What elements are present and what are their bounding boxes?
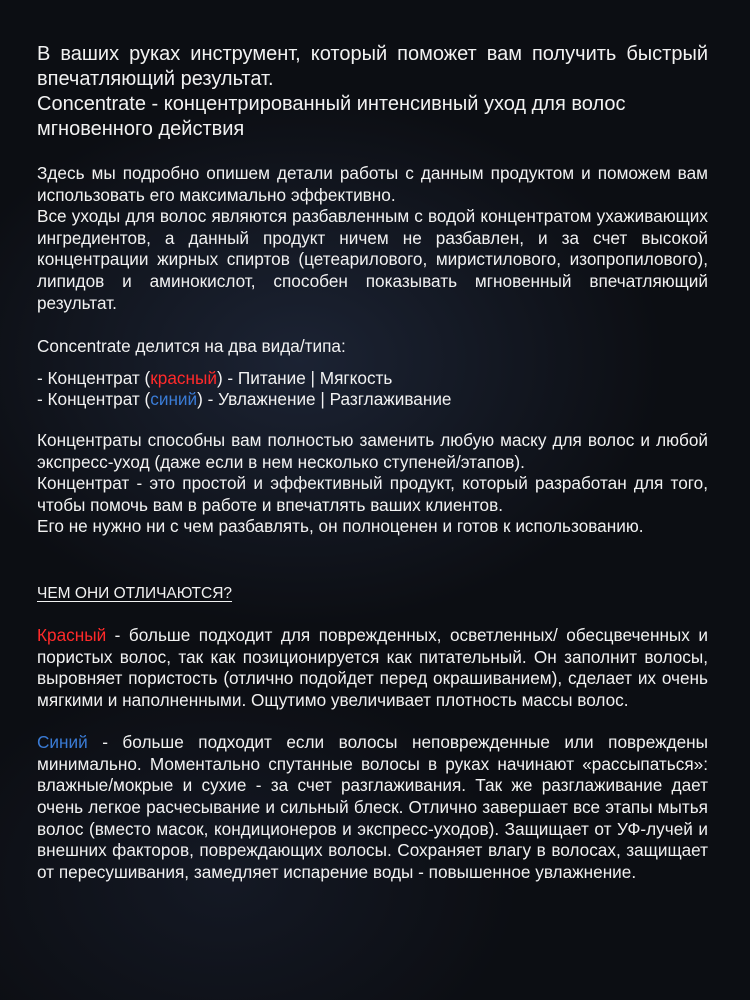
details-section <box>37 163 708 314</box>
type-item-blue: - Концентрат (синий) - Увлажнение | Разглаживание <box>37 389 452 410</box>
concentrates-paragraph-1: Концентраты способны вам полностью заменить любую маску для волос и любой экспресс-уход (даже если в нем несколько ступеней/этапов). <box>37 429 708 472</box>
red-text: - больше подходит для поврежденных, осветленных/ обесцвеченных и пористых волос, так как позиционируется как питательный. Он заполнит волосы, выровняет пористость (отлично подойдет перед окрашиванием), сделает их очень мягкими и наполненными. Ощутимо увеличивает плотность массы волос. <box>37 624 708 710</box>
blue-label: Синий <box>37 732 88 753</box>
intro-line-2: Concentrate - концентрированный интенсивный уход для волос мгновенного действия <box>37 93 626 140</box>
differences-heading: ЧЕМ ОНИ ОТЛИЧАЮТСЯ? <box>37 584 233 602</box>
blue-description-section <box>37 732 708 883</box>
intro-line-1: В ваших руках инструмент, который поможет вам получить быстрый впечатляющий результат. <box>37 43 708 90</box>
blue-description <box>37 732 708 883</box>
details-paragraph-2: Все уходы для волос являются разбавленным с водой концентратом ухаживающих ингредиентов, а данный продукт ничем не разбавлен, и за счет высокой концентрации жирных спиртов (цетеарилового, миристилового, изопропилового), липидов и аминокислот, способен показывать мгновенный впечатляющий результат. <box>37 206 708 313</box>
red-description <box>37 625 708 711</box>
concentrates-section <box>37 430 708 538</box>
types-section <box>37 336 708 411</box>
red-label: Красный <box>37 624 107 645</box>
intro-section <box>37 42 708 142</box>
blue-text: - больше подходит если волосы неповрежденные или повреждены минимально. Моментально спутанные волосы в руках начинают «рассыпаться»: влажные/мокрые и сухие - за счет разглаживания. Так же разглаживание дает очень легкое расчесывание и сильный блеск. Отлично завершает все этапы мытья волос (вместо масок, кондиционеров и экспресс-уходов). Защищает от УФ-лучей и внешних факторов, повреждающих волосы. Сохраняет влагу в волосах, защищает от пересушивания, замедляет испарение воды - повышенное увлажнение. <box>37 732 708 882</box>
type-blue-word: синий <box>150 389 198 410</box>
type-red-word: красный <box>150 367 217 388</box>
types-title: Concentrate делится на два вида/типа: <box>37 336 346 357</box>
concentrates-paragraph-3: Его не нужно ни с чем разбавлять, он полноценен и готов к использованию. <box>37 516 644 537</box>
type-item-red: - Концентрат (красный) - Питание | Мягкость <box>37 367 393 388</box>
red-description-section <box>37 625 708 711</box>
types-list <box>37 368 708 411</box>
concentrates-paragraph-2: Концентрат - это простой и эффективный продукт, который разработан для того, чтобы помочь вам в работе и впечатлять ваших клиентов. <box>37 473 708 515</box>
details-paragraph-1: Здесь мы подробно опишем детали работы с данным продуктом и поможем вам использовать его максимально эффективно. <box>37 163 708 205</box>
